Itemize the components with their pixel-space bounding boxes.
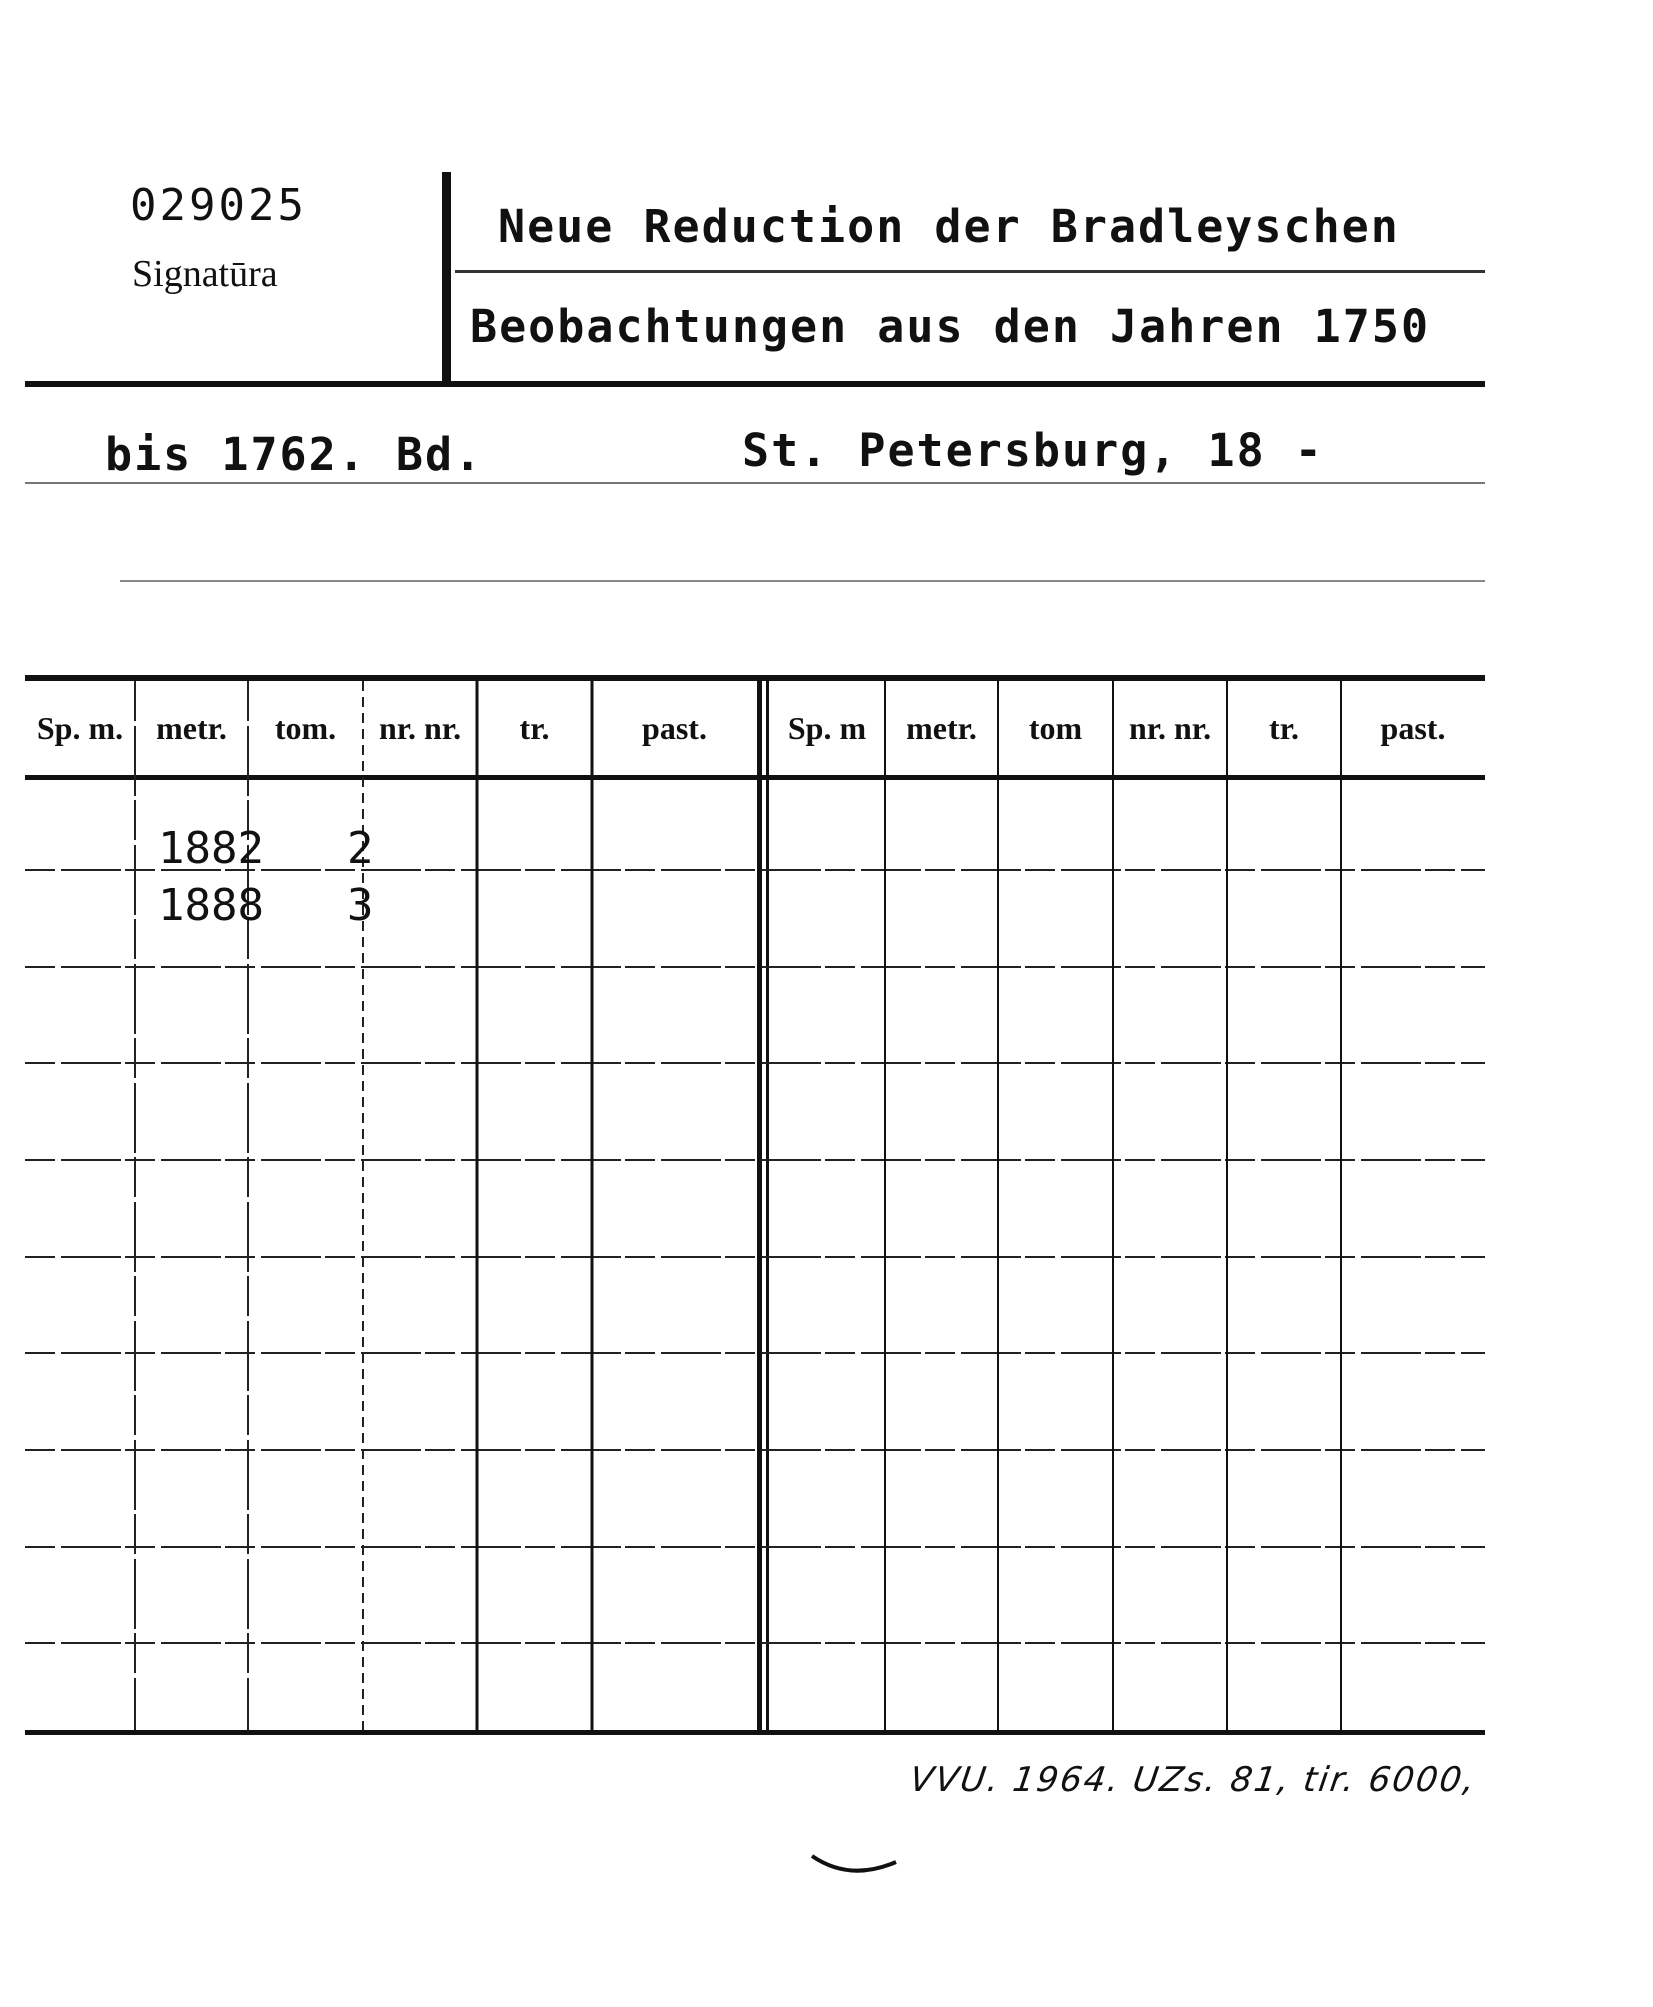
- col-head-left-tom: tom.: [274, 710, 337, 746]
- table-top-rule: [25, 675, 1485, 681]
- footer-note: VVU. 1964. UZs. 81, tir. 6000,: [907, 1760, 1479, 1800]
- col-head-left-metr: metr.: [156, 710, 227, 746]
- col-head-left-sp-m: Sp. m.: [36, 710, 124, 746]
- ledger-table: [25, 675, 1485, 1735]
- subtitle-volume: bis 1762. Bd.: [105, 428, 484, 481]
- col-head-right-tr: tr.: [1269, 710, 1299, 746]
- col-head-right-nr: nr. nr.: [1128, 710, 1212, 746]
- table-bottom-rule: [25, 1730, 1485, 1735]
- subtitle-rule: [25, 482, 1485, 484]
- subtitle-place-date: St. Petersburg, 18 -: [742, 424, 1324, 477]
- title-line-2: Beobachtungen aus den Jahren 1750: [470, 300, 1431, 353]
- title-divider: [442, 172, 451, 382]
- header-rule: [25, 381, 1485, 387]
- col-head-right-metr: metr.: [906, 710, 977, 746]
- table-header-rule: [25, 775, 1485, 780]
- col-head-left-nr: nr. nr.: [378, 710, 462, 746]
- entry-2-tom: 3: [347, 880, 374, 931]
- signature-label: Signatūra: [132, 253, 278, 295]
- col-head-right-sp-m: Sp. m: [787, 710, 867, 746]
- col-head-left-tr: tr.: [519, 710, 550, 746]
- entry-1-metr: 1882: [158, 823, 264, 874]
- col-head-right-tom: tom: [1028, 710, 1083, 746]
- title-rule: [455, 270, 1485, 273]
- table-center-divider-b: [766, 681, 769, 1731]
- blank-line-rule: [120, 580, 1485, 582]
- bottom-mark: [810, 1848, 900, 1888]
- col-head-right-past: past.: [1380, 710, 1446, 746]
- col-head-left-past: past.: [642, 710, 707, 746]
- entry-1-tom: 2: [347, 823, 374, 874]
- signature-code: 029025: [130, 180, 307, 231]
- table-center-divider-a: [757, 681, 762, 1731]
- entry-2-metr: 1888: [158, 880, 264, 931]
- title-line-1: Neue Reduction der Bradleyschen: [498, 200, 1400, 253]
